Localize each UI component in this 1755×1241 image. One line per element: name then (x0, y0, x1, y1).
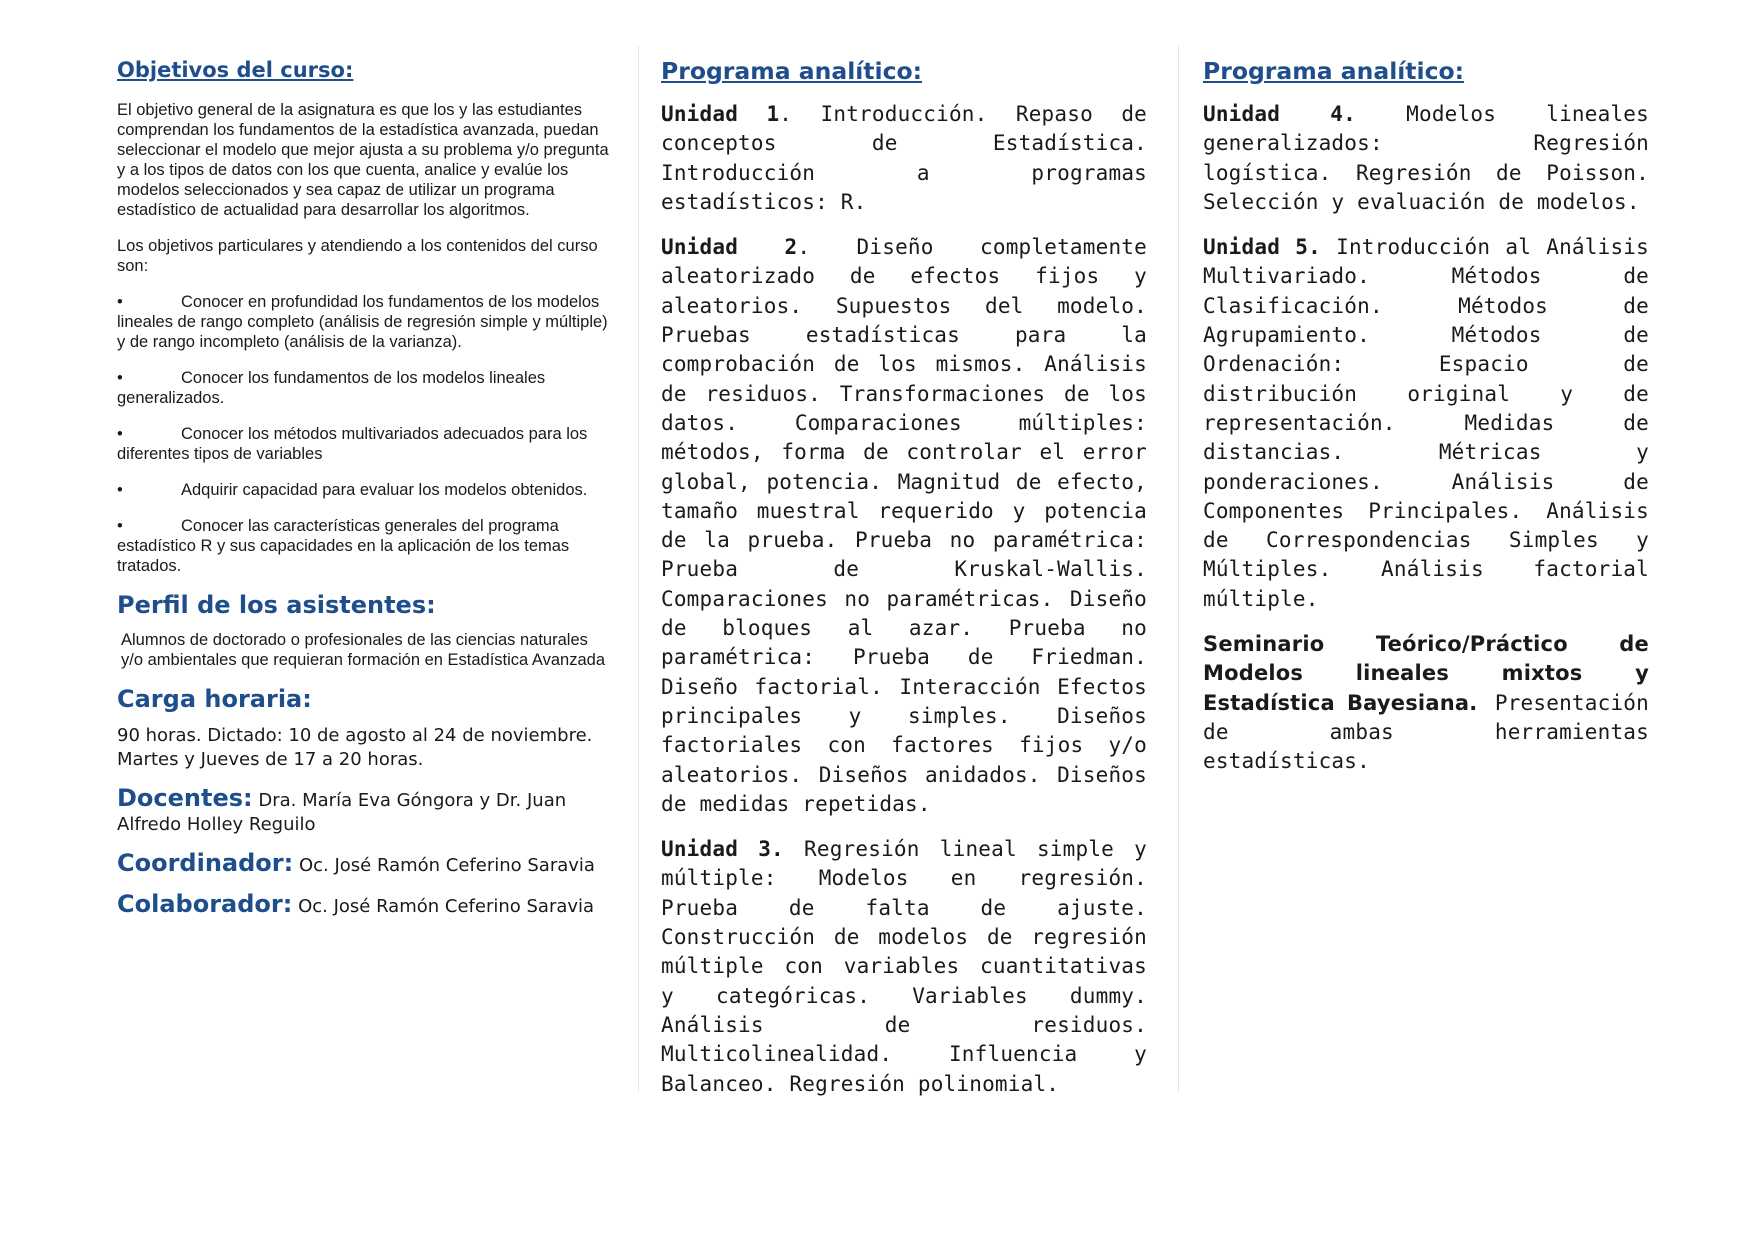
unidad-2-label: Unidad 2 (661, 235, 798, 260)
unidad-3-label: Unidad 3. (661, 837, 784, 862)
unidad-1-text: . Introducción. Repaso de conceptos de Estadística. Introducción a programas estadísticos: R. (661, 102, 1148, 214)
docentes-line (117, 786, 613, 837)
unidad-4-label: Unidad 4. (1203, 102, 1356, 126)
bullet-item (117, 480, 613, 500)
bullet-icon: • (117, 517, 123, 535)
carga-title: Carga horaria: (117, 685, 312, 713)
unidad-5-text: Introducción al Análisis Multivariado. Métodos de Clasificación. Métodos de Agrupamiento. Métodos de Ordenación: Espacio de distribución original y de representación. Medidas de distancias. Métricas y ponderaciones. Análisis de Componentes Principales. Análisis de Correspondencias Simples y Múltiples. Análisis factorial múltiple. (1203, 235, 1649, 611)
bullet-text: Conocer las características generales del programa estadístico R y sus capacidades en la aplicación de los temas tratados. (117, 517, 570, 575)
seminario-text: Presentación de ambas herramientas estadísticas. (1203, 690, 1649, 774)
coordinador-text: Oc. José Ramón Ceferino Saravia (298, 855, 595, 876)
column-programa-1 (661, 56, 1147, 1099)
unidad-1 (661, 100, 1147, 217)
perfil-title: Perfil de los asistentes: (117, 591, 436, 619)
bullet-icon: • (117, 293, 123, 311)
unidad-4 (1203, 100, 1649, 217)
unidad-2 (661, 233, 1147, 819)
bullet-item (117, 516, 613, 576)
unidad-5-label: Unidad 5. (1203, 235, 1321, 260)
bullet-text: Conocer en profundidad los fundamentos de los modelos lineales de rango completo (análisis de regresión simple y múltiple) y de rango incompleto (análisis de la varianza). (117, 293, 608, 351)
docentes-label: Docentes: (117, 784, 253, 812)
perfil-text: Alumnos de doctorado o profesionales de las ciencias naturales y/o ambientales que requieran formación en Estadística Avanzada (121, 631, 605, 669)
bullet-text: Conocer los métodos multivariados adecuados para los diferentes tipos de variables (117, 425, 588, 463)
objetivos-particulares-intro: Los objetivos particulares y atendiendo a los contenidos del curso son: (117, 237, 598, 275)
coordinador-label: Coordinador: (117, 849, 294, 877)
bullet-item (117, 292, 613, 352)
objetivo-general-text: El objetivo general de la asignatura es que los y las estudiantes comprendan los fundamentos de la estadística avanzada, puedan seleccionar el modelo que mejor ajusta a su problema y/o pregunta y a los tipos de datos con los que cuenta, analice y evalúe los modelos seleccionados y sea capaz de utilizar un programa estadístico de actualidad para desarrollar los algoritmos. (117, 101, 609, 219)
bullet-icon: • (117, 481, 123, 499)
colaborador-label: Colaborador: (117, 890, 293, 918)
bullet-icon: • (117, 369, 123, 387)
seminario-label: Seminario Teórico/Práctico de Modelos lineales mixtos y Estadística Bayesiana. (1203, 632, 1649, 715)
unidad-4-text: Modelos lineales generalizados: Regresión logística. Regresión de Poisson. Selección y evaluación de modelos. (1203, 102, 1649, 214)
seminario (1203, 630, 1649, 776)
objetivos-title: Objetivos del curso: (117, 58, 354, 82)
docentes-text: Dra. María Eva Góngora y Dr. Juan Alfredo Holley Reguilo (117, 790, 567, 835)
unidad-3-text: Regresión lineal simple y múltiple: Modelos en regresión. Prueba de falta de ajuste. Construcción de modelos de regresión múltiple con variables cuantitativas y categóricas. Variables dummy. Análisis de residuos. Multicolinealidad. Influencia y Balanceo. Regresión polinomial. (661, 837, 1147, 1096)
bullet-icon: • (117, 425, 123, 443)
carga-text: 90 horas. Dictado: 10 de agosto al 24 de noviembre. Martes y Jueves de 17 a 20 horas. (117, 725, 593, 770)
column-objetivos (117, 56, 613, 919)
bullet-item (117, 424, 613, 464)
unidad-5 (1203, 233, 1649, 614)
unidad-2-text: . Diseño completamente aleatorizado de efectos fijos y aleatorios. Supuestos del modelo. Pruebas estadísticas para la comprobación de los mismos. Análisis de residuos. Transformaciones de los datos. Comparaciones múltiples: métodos, forma de controlar el error global, potencia. Magnitud de efecto, tamaño muestral requerido y potencia de la prueba. Prueba no paramétrica: Prueba de Kruskal-Wallis. Comparaciones no paramétricas. Diseño de bloques al azar. Prueba no paramétrica: Prueba de Friedman. Diseño factorial. Interacción Efectos principales y simples. Diseños factoriales con factores fijos y/o aleatorios. Diseños anidados. Diseños de medidas repetidas. (661, 235, 1147, 816)
coordinador-line (117, 851, 613, 878)
column-divider-left (638, 46, 639, 1092)
colaborador-text: Oc. José Ramón Ceferino Saravia (298, 896, 595, 917)
programa-title: Programa analítico: (661, 57, 923, 85)
unidad-3 (661, 835, 1147, 1099)
unidad-1-label: Unidad 1 (661, 102, 780, 126)
bullet-item (117, 368, 613, 408)
column-programa-2 (1203, 56, 1649, 777)
column-divider-right (1178, 46, 1179, 1092)
colaborador-line (117, 892, 613, 919)
bullet-text: Conocer los fundamentos de los modelos lineales generalizados. (117, 369, 546, 407)
bullet-text: Adquirir capacidad para evaluar los modelos obtenidos. (181, 481, 588, 499)
programa-title: Programa analítico: (1203, 57, 1465, 85)
